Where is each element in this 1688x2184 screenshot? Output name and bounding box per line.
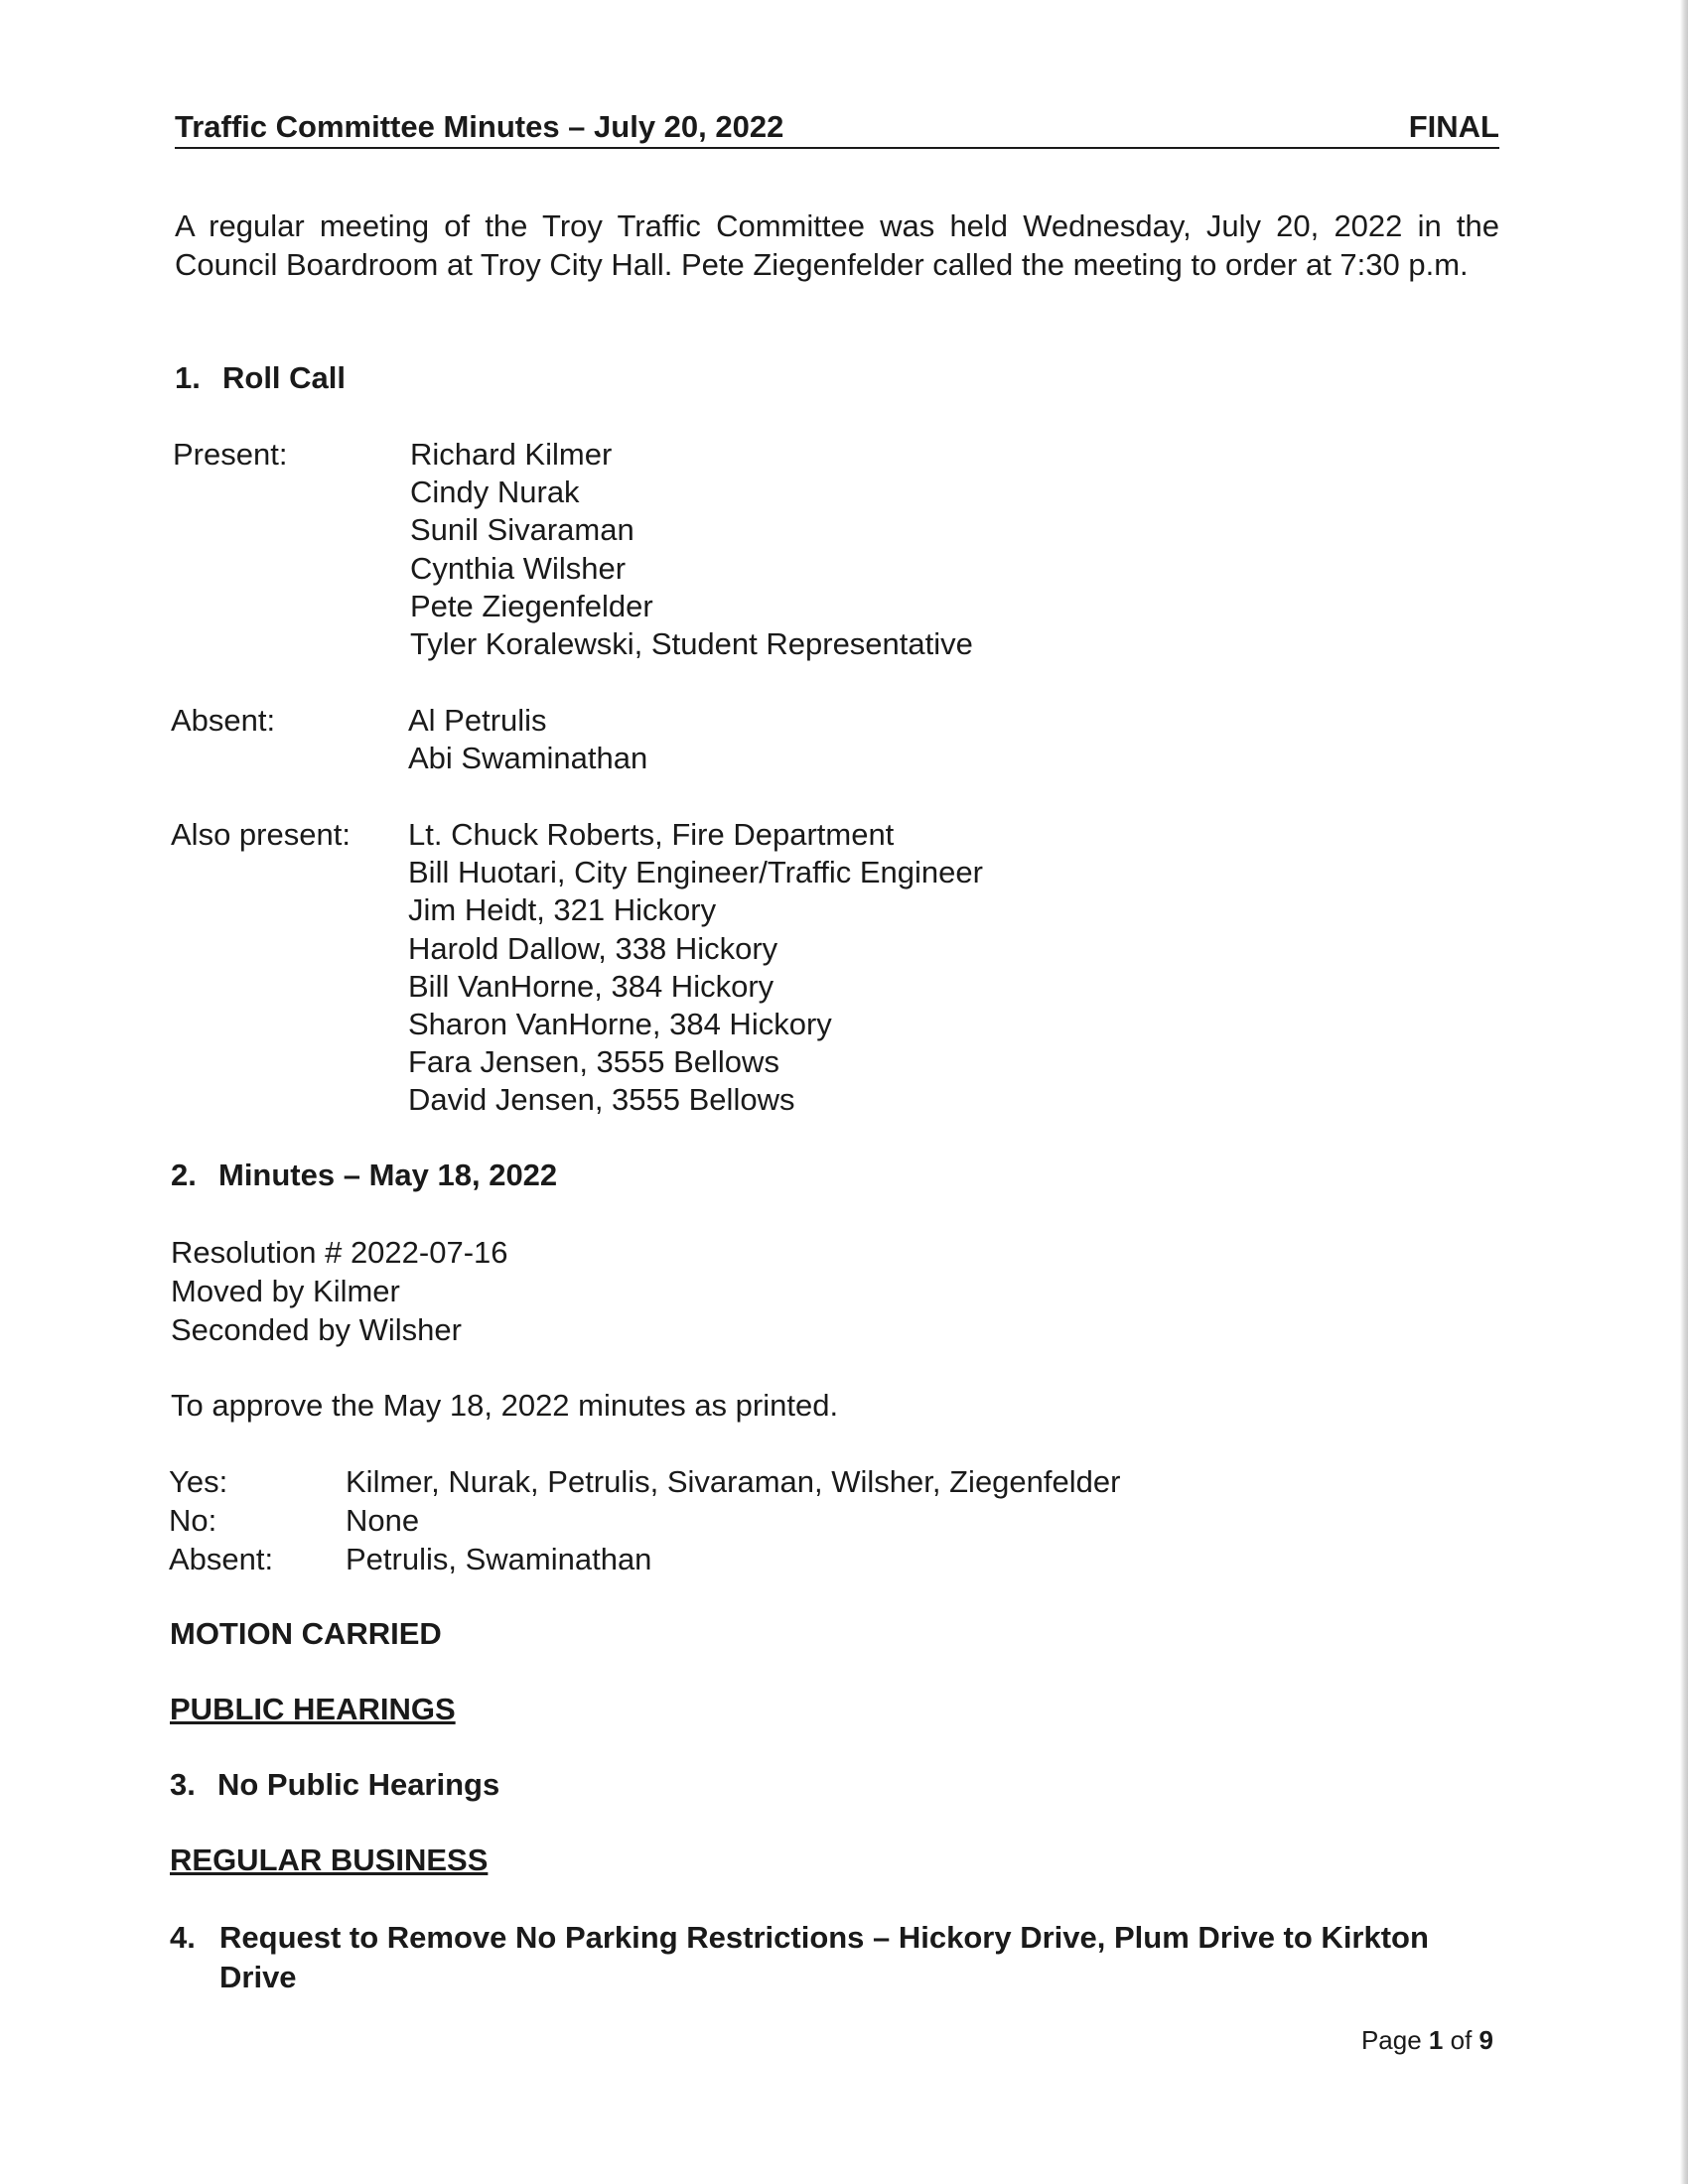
public-hearings-heading: PUBLIC HEARINGS <box>170 1692 456 1726</box>
motion-text: To approve the May 18, 2022 minutes as printed. <box>171 1388 839 1423</box>
vote-label: Absent: <box>169 1542 274 1576</box>
also-present-member: Jim Heidt, 321 Hickory <box>408 892 717 928</box>
also-present-member: Harold Dallow, 338 Hickory <box>408 930 778 966</box>
also-present-list <box>408 816 983 1120</box>
present-member: Cindy Nurak <box>410 475 580 510</box>
also-present-label: Also present: <box>171 817 351 852</box>
present-label: Present: <box>173 437 288 472</box>
public-hearings-number: 3. <box>170 1767 196 1802</box>
vote-value: Petrulis, Swaminathan <box>346 1542 652 1576</box>
regular-business-item-title: Request to Remove No Parking Restrictions – Hickory Drive, Plum Drive to Kirkton Drive <box>219 1920 1429 1994</box>
public-hearings-item <box>170 1766 499 1804</box>
public-hearings-item-title: No Public Hearings <box>217 1767 500 1802</box>
roll-call-number: 1. <box>175 360 201 395</box>
present-list <box>410 436 973 663</box>
of-word: of <box>1450 2025 1473 2055</box>
also-present-member: Sharon VanHorne, 384 Hickory <box>408 1007 832 1042</box>
present-member: Pete Ziegenfelder <box>410 588 653 623</box>
minutes-number: 2. <box>171 1158 197 1192</box>
page-current: 1 <box>1428 2025 1444 2055</box>
roll-call-title: Roll Call <box>222 360 347 395</box>
present-member: Cynthia Wilsher <box>410 550 627 586</box>
minutes-title: Minutes – May 18, 2022 <box>218 1158 558 1192</box>
absent-label: Absent: <box>171 703 276 738</box>
absent-member: Al Petrulis <box>408 703 547 738</box>
also-present-member: Bill VanHorne, 384 Hickory <box>408 968 774 1004</box>
seconded-by: Seconded by Wilsher <box>171 1312 462 1347</box>
vote-label: No: <box>169 1503 217 1538</box>
document-title: Traffic Committee Minutes – July 20, 2022 <box>175 109 784 144</box>
minutes-heading <box>171 1157 557 1194</box>
header-rule <box>175 147 1499 149</box>
absent-member: Abi Swaminathan <box>408 741 648 776</box>
present-member: Richard Kilmer <box>410 437 613 472</box>
regular-business-item <box>170 1918 1500 1997</box>
regular-business-number: 4. <box>170 1920 196 1955</box>
page-footer <box>1361 2025 1493 2056</box>
page-total: 9 <box>1478 2025 1493 2055</box>
vote-value: None <box>346 1503 420 1538</box>
vote-label: Yes: <box>169 1464 228 1499</box>
present-member: Tyler Koralewski, Student Representative <box>410 626 973 662</box>
roll-call-heading <box>175 359 346 397</box>
page-edge-shadow <box>1680 0 1688 2184</box>
motion-result: MOTION CARRIED <box>170 1616 442 1651</box>
also-present-member: Bill Huotari, City Engineer/Traffic Engineer <box>408 855 983 890</box>
vote-table <box>169 1462 1120 1578</box>
intro-paragraph: A regular meeting of the Troy Traffic Committee was held Wednesday, July 20, 2022 in the Council Boardroom at Troy City Hall. Pete Ziegenfelder called the meeting to order at 7:30 p.m. <box>175 208 1499 282</box>
also-present-member: Fara Jensen, 3555 Bellows <box>408 1044 779 1080</box>
also-present-member: Lt. Chuck Roberts, Fire Department <box>408 817 895 852</box>
page-word: Page <box>1360 2025 1422 2055</box>
absent-list <box>408 702 647 777</box>
vote-value: Kilmer, Nurak, Petrulis, Sivaraman, Wilsher, Ziegenfelder <box>346 1464 1121 1499</box>
present-member: Sunil Sivaraman <box>410 512 634 548</box>
moved-by: Moved by Kilmer <box>171 1274 400 1308</box>
resolution-block <box>171 1233 508 1349</box>
regular-business-heading: REGULAR BUSINESS <box>170 1843 489 1877</box>
also-present-member: David Jensen, 3555 Bellows <box>408 1082 795 1118</box>
resolution-number: Resolution # 2022-07-16 <box>171 1235 508 1270</box>
document-status: FINAL <box>1408 109 1499 144</box>
